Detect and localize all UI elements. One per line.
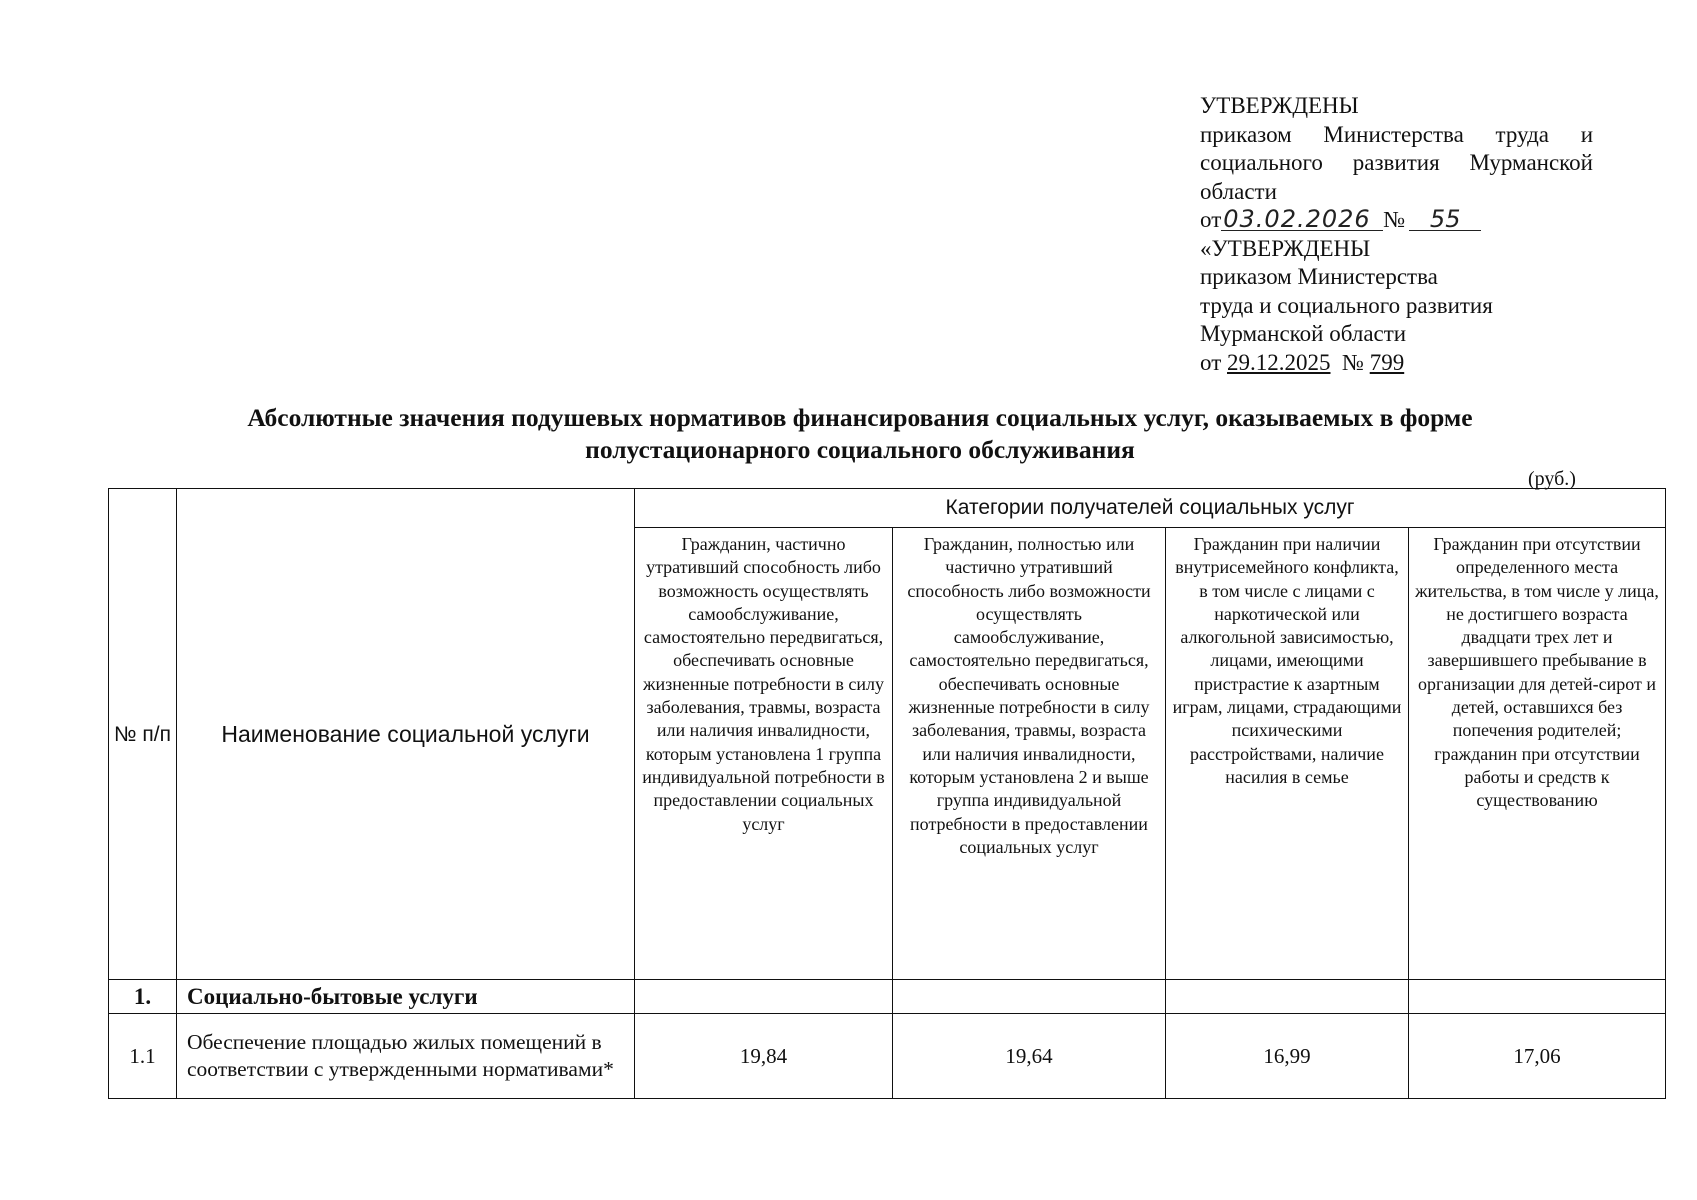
category-header-3: Гражданин при наличии внутрисемейного конфликта, в том числе с лицами с наркотической или алкогольной зависимостью, лицами, имеющими пристрастие к азартным играм, лицами, страдающими психическими расстройствами, наличие насилия в семье	[1166, 528, 1409, 980]
prev-date: 29.12.2025	[1227, 349, 1331, 375]
approval-line-2: социального развития Мурманской	[1200, 150, 1593, 175]
approval-date-line	[1200, 206, 1593, 235]
header-categories: Категории получателей социальных услуг	[635, 489, 1666, 528]
section-row	[109, 980, 1666, 1014]
section-empty-cell	[635, 980, 893, 1014]
category-header-1: Гражданин, частично утративший способность либо возможность осуществлять самообслуживание, самостоятельно передвигаться, обеспечивать основные жизненные потребности в силу заболевания, травмы, возраста или наличия инвалидности, которым установлена 1 группа индивидуальной потребности в предоставлении социальных услуг	[635, 528, 893, 980]
table-row	[109, 1014, 1666, 1099]
prev-approval-date-line	[1200, 349, 1593, 378]
title-line-1: Абсолютные значения подушевых нормативов финансирования социальных услуг, оказываемых в форме	[247, 403, 1473, 432]
approval-line-3: области	[1200, 178, 1277, 204]
approval-number-label: №	[1383, 207, 1406, 232]
units-label: (руб.)	[1528, 468, 1576, 490]
prev-approval-heading: «УТВЕРЖДЕНЫ	[1200, 235, 1371, 261]
row-value-category-2: 19,64	[893, 1014, 1166, 1099]
approval-date-prefix: от	[1200, 207, 1222, 232]
category-header-4: Гражданин при отсутствии определенного места жительства, в том числе у лица, не достигшего возраста двадцати трех лет и завершившего пребывание в организации для детей-сирот и детей, оставшихся без попечения родителей; гражданин при отсутствии работы и средств к существованию	[1409, 528, 1666, 980]
handwritten-date: 03.02.2026	[1221, 208, 1383, 231]
prev-approval-line-3: Мурманской области	[1200, 321, 1407, 346]
prev-approval-line-1: приказом Министерства	[1200, 264, 1438, 289]
section-number: 1.	[109, 980, 177, 1014]
header-service-name: Наименование социальной услуги	[177, 489, 635, 980]
header-row-1	[109, 489, 1666, 528]
section-empty-cell	[893, 980, 1166, 1014]
approval-block	[1200, 92, 1593, 377]
row-value-category-4: 17,06	[1409, 1014, 1666, 1099]
handwritten-number: 55	[1409, 208, 1481, 231]
section-empty-cell	[1409, 980, 1666, 1014]
row-number: 1.1	[109, 1014, 177, 1099]
category-header-2: Гражданин, полностью или частично утративший способность либо возможности осуществлять самообслуживание, самостоятельно передвигаться, обеспечивать основные жизненные потребности в силу заболевания, травмы, возраста или наличия инвалидности, которым установлена 2 и выше группа индивидуальной потребности в предоставлении социальных услуг	[893, 528, 1166, 980]
section-name: Социально-бытовые услуги	[177, 980, 635, 1014]
header-num: № п/п	[109, 489, 177, 980]
row-value-category-3: 16,99	[1166, 1014, 1409, 1099]
page-title	[110, 402, 1610, 466]
prev-approval-line-2: труда и социального развития	[1200, 292, 1493, 318]
prev-number: 799	[1369, 349, 1405, 375]
title-line-2: полустационарного социального обслуживания	[585, 435, 1135, 464]
prev-number-label: №	[1342, 349, 1364, 375]
norms-table	[108, 488, 1666, 1099]
row-service-name: Обеспечение площадью жилых помещений в соответствии с утвержденными нормативами*	[177, 1014, 635, 1099]
section-empty-cell	[1166, 980, 1409, 1014]
approval-heading: УТВЕРЖДЕНЫ	[1200, 93, 1359, 118]
approval-line-1: приказом Министерства труда и	[1200, 121, 1593, 147]
prev-date-prefix: от	[1200, 349, 1222, 375]
row-value-category-1: 19,84	[635, 1014, 893, 1099]
